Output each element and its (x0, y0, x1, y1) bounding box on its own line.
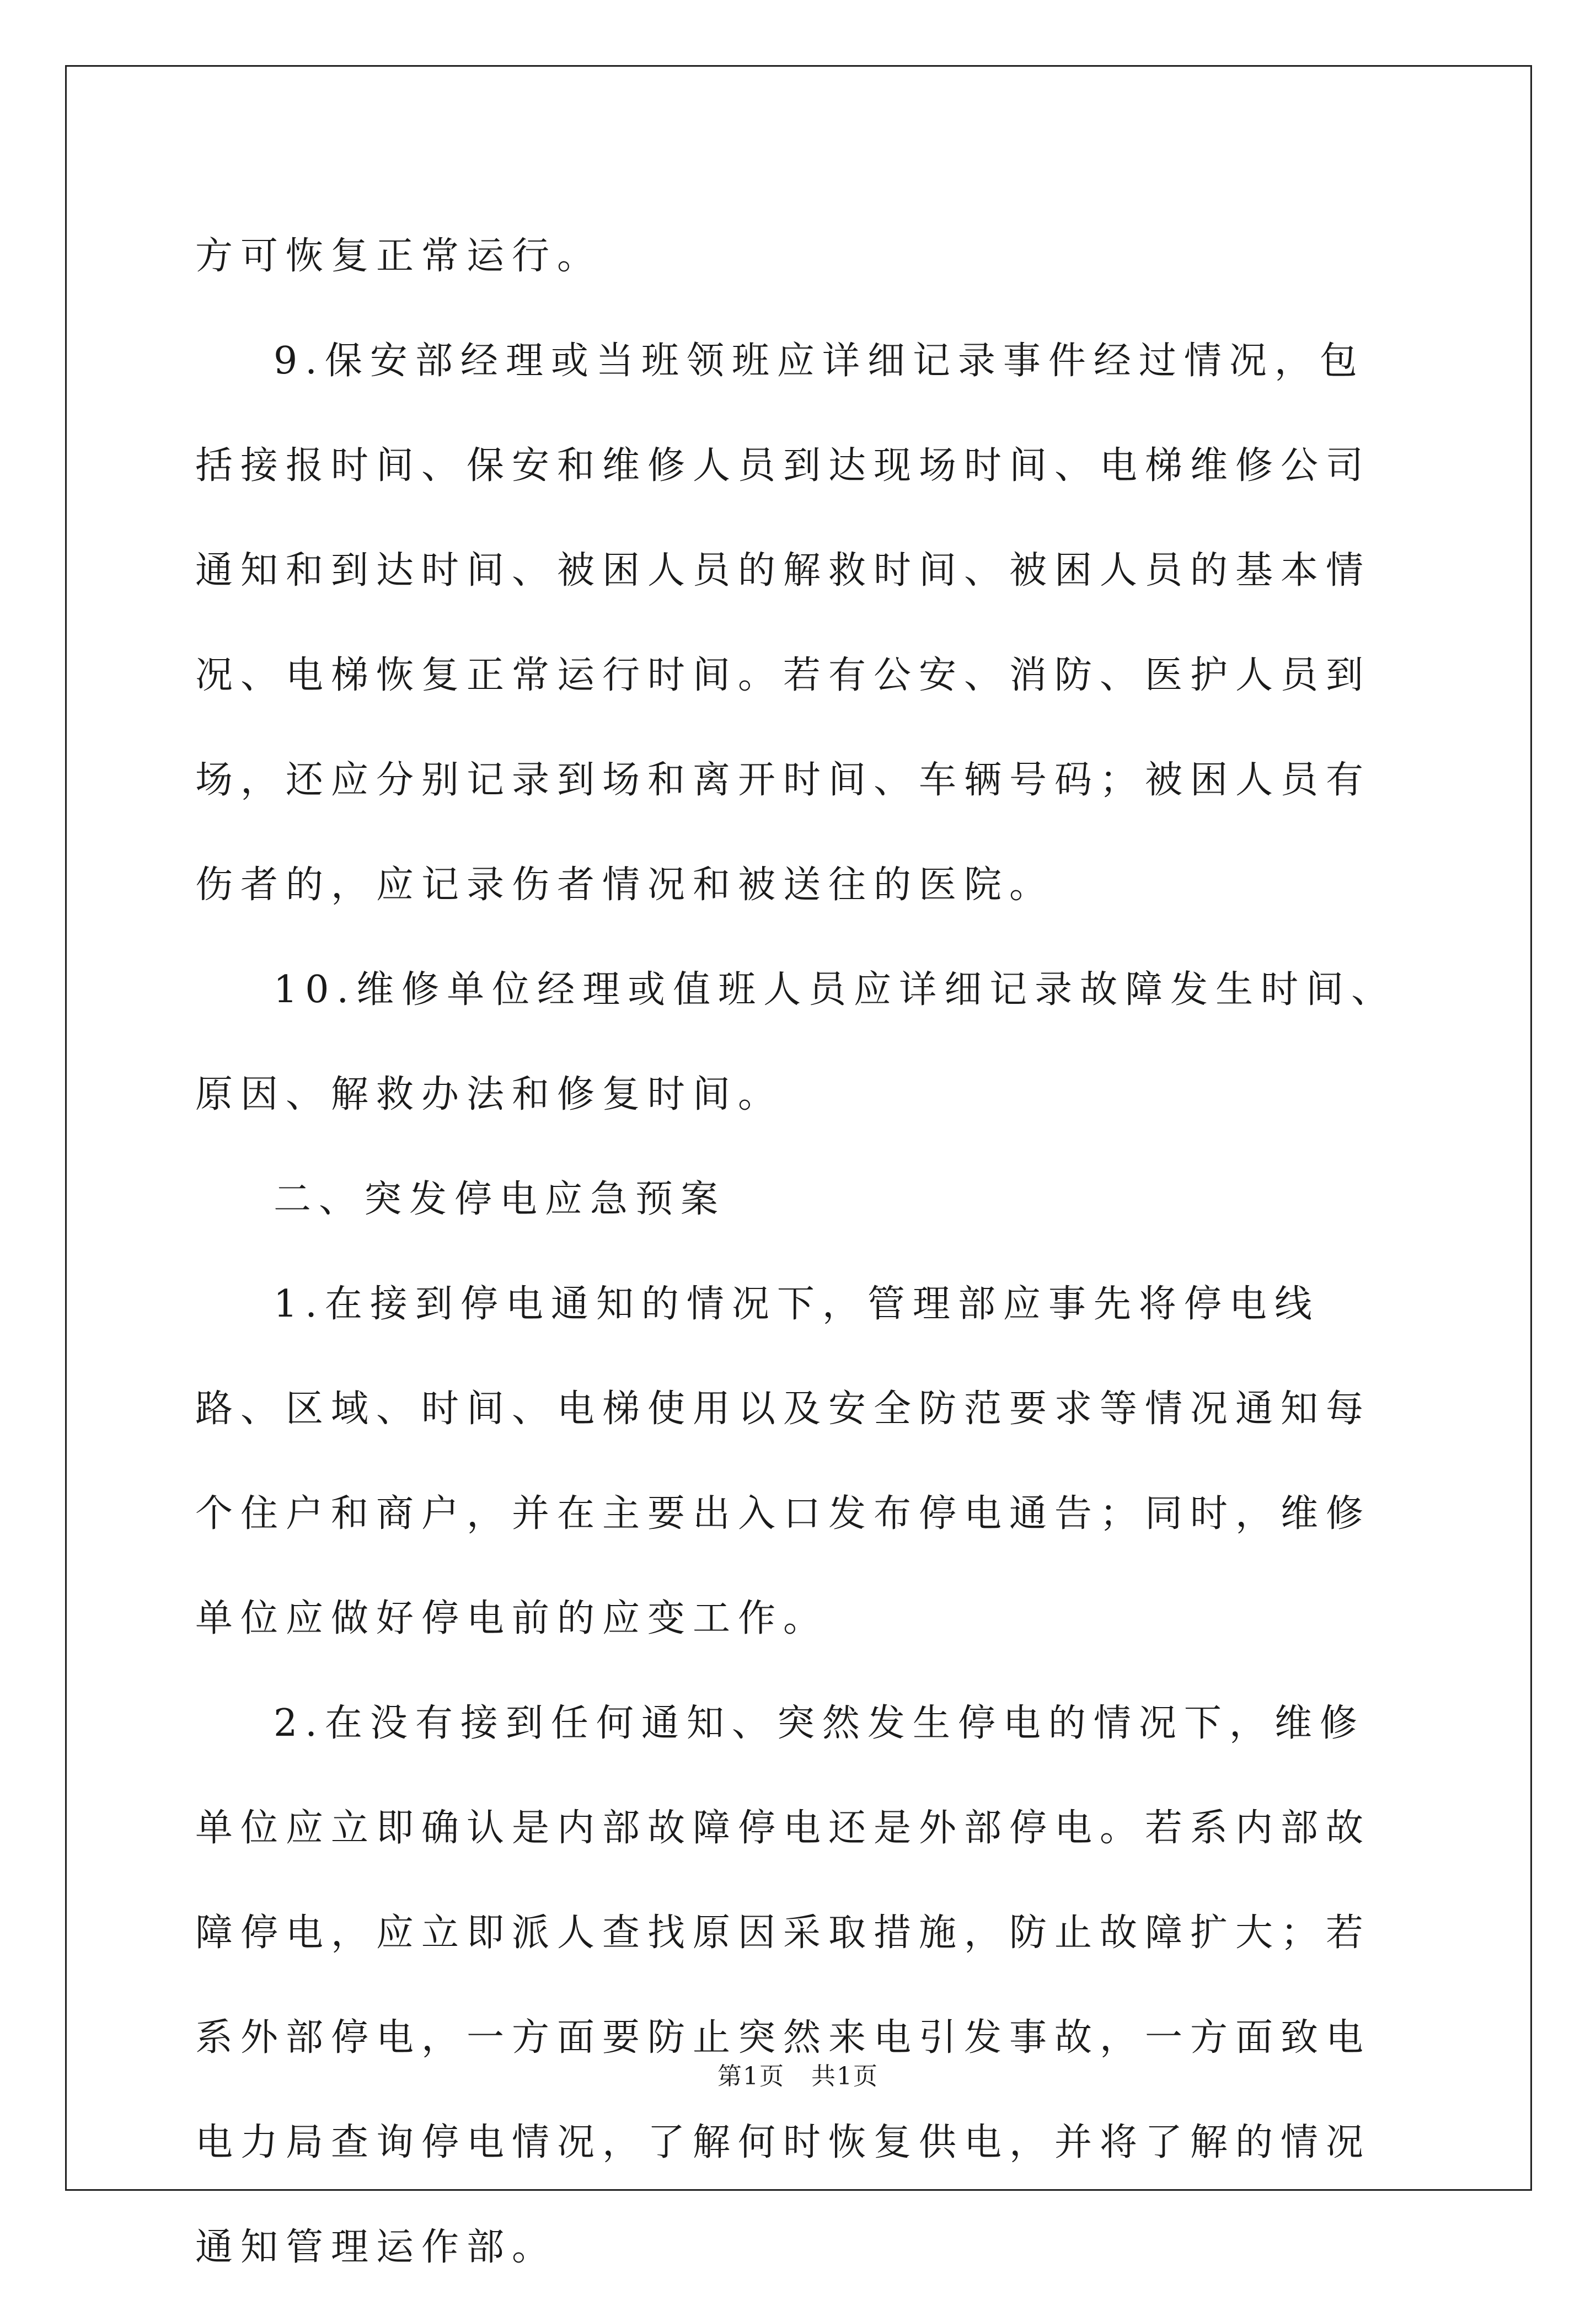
page-number: 第1页 (717, 2062, 785, 2090)
page-footer (0, 2056, 1596, 2092)
paragraph-3: 10.维修单位经理或值班人员应详细记录故障发生时间、原因、解救办法和修复时间。 (195, 968, 1397, 1116)
document-body (195, 204, 1408, 2300)
paragraph-5: 2.在没有接到任何通知、突然发生停电的情况下，维修单位应立即确认是内部故障停电还是外部停电。若系内部故障停电，应立即派人查找原因采取措施，防止故障扩大；若系外部停电，一方面要防止突然来电引发事故，一方面致电电力局查询停电情况，了解何时恢复供电，并将了解的情况通知管理运作部。 (195, 1702, 1372, 2269)
paragraph-1: 方可恢复正常运行。 (195, 234, 603, 278)
paragraph-2: 9.保安部经理或当班领班应详细记录事件经过情况，包括接报时间、保安和维修人员到达现场时间、电梯维修公司通知和到达时间、被困人员的解救时间、被困人员的基本情况、电梯恢复正常运行时间。若有公安、消防、医护人员到场，还应分别记录到场和离开时间、车辆号码；被困人员有伤者的，应记录伤者情况和被送往的医院。 (195, 339, 1372, 907)
page-total: 共1页 (811, 2062, 879, 2090)
paragraph-4: 1.在接到停电通知的情况下，管理部应事先将停电线路、区域、时间、电梯使用以及安全防范要求等情况通知每个住户和商户，并在主要出入口发布停电通告；同时，维修单位应做好停电前的应变工作。 (195, 1282, 1372, 1640)
section-heading: 二、突发停电应急预案 (274, 1178, 726, 1221)
